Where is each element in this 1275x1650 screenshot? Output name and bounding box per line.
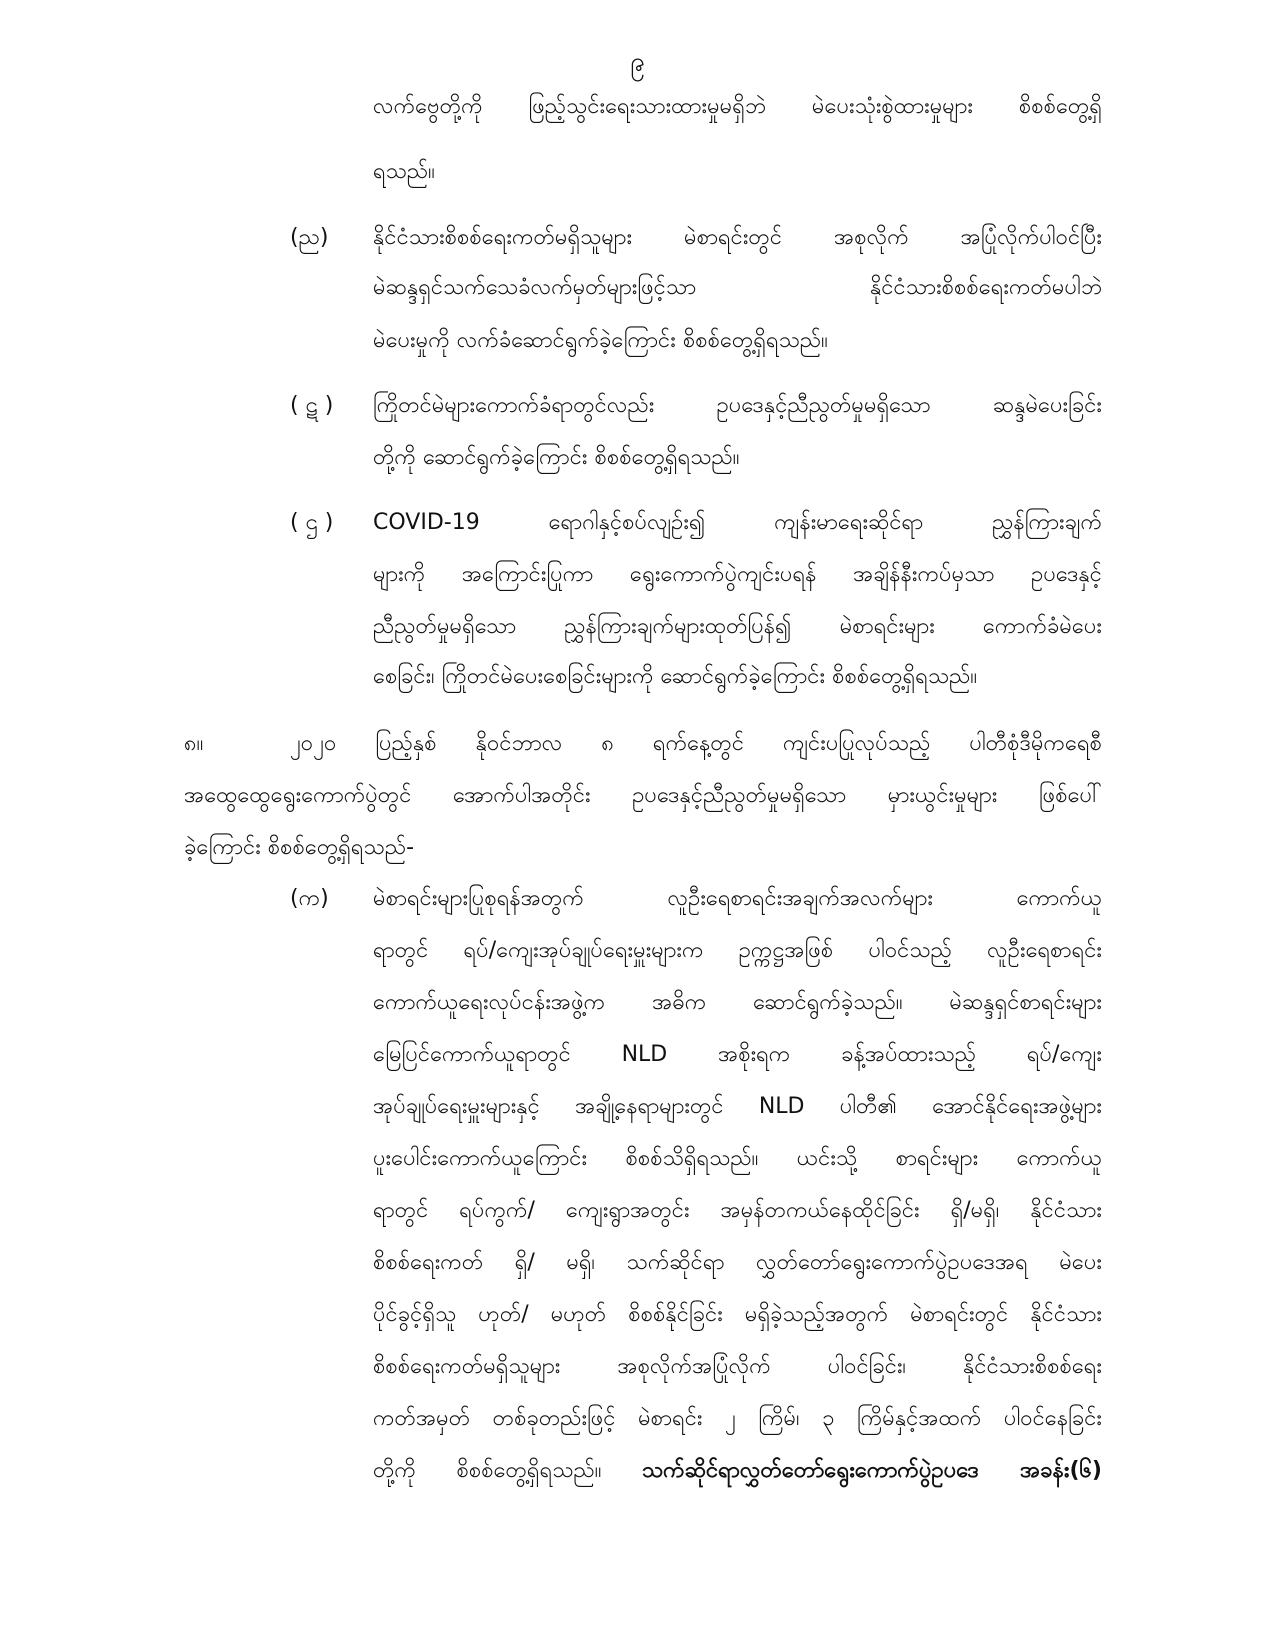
section-line-2: အထွေထွေရွေးကောက်ပွဲတွင် အောက်ပါအတိုင်း ဥပဒေနှင့်ညီညွတ်မှုမရှိသော မှားယွင်းမှုများ ဖြစ်ပေါ်: [184, 783, 1102, 808]
sub-item-line-8: စိစစ်ရေးကတ် ရှိ/ မရှိ၊ သက်ဆိုင်ရာ လွှတ်တော်ရွေးကောက်ပွဲဥပဒေအရ မဲပေး: [373, 1250, 1102, 1275]
sub-item-line-9: ပိုင်ခွင့်ရှိသူ ဟုတ်/ မဟုတ် စိစစ်နိုင်ခြင်း မရှိခဲ့သည့်အတွက် မဲစာရင်းတွင် နိုင်ငံသား: [373, 1302, 1102, 1327]
section-line-1: ၂၀၂၀ ပြည့်နှစ် နိုဝင်ဘာလ ၈ ရက်နေ့တွင် ကျင်းပပြုလုပ်သည့် ပါတီစုံဒီမိုကရေစီ: [290, 731, 1102, 756]
sub-item-last-line-regular: တို့ကို စိစစ်တွေ့ရှိရသည်။: [373, 1458, 602, 1483]
sub-item-line-6: ပူးပေါင်းကောက်ယူကြောင်း စိစစ်သိရှိရသည်။ ယင်းသို့ စာရင်းများ ကောက်ယူ: [373, 1146, 1102, 1171]
sub-item-line-12: [373, 1456, 1102, 1486]
page-number: ၉: [630, 47, 645, 77]
sub-item-line-1: မဲစာရင်းများပြုစုရန်အတွက် လူဦးရေစာရင်းအချက်အလက်များ ကောက်ယူ: [373, 886, 1102, 911]
item-ttha-line-3: ညီညွတ်မှုမရှိသော ညွှန်ကြားချက်များထုတ်ပြန်၍ မဲစာရင်းများ ကောက်ခံမဲပေး: [373, 614, 1102, 639]
item-nya-line-3: မဲပေးမှုကို လက်ခံဆောင်ရွက်ခဲ့ကြောင်း စိစစ်တွေ့ရှိရသည်။: [373, 328, 828, 353]
sub-item-marker-ka: (က): [290, 886, 329, 911]
sub-item-line-2: ရာတွင် ရပ်/ကျေးအုပ်ချုပ်ရေးမှူးများက ဥက္ကဋ္ဌအဖြစ် ပါဝင်သည့် လူဦးရေစာရင်း: [373, 938, 1102, 963]
item-nya-line-2: မဲဆန္ဒရှင်သက်သေခံလက်မှတ်များဖြင့်သာ နိုင်ငံသားစိစစ်ရေးကတ်မပါဘဲ: [373, 275, 1102, 300]
item-tta-line-1: ကြိုတင်မဲများကောက်ခံရာတွင်လည်း ဥပဒေနှင့်ညီညွတ်မှုမရှိသော ဆန္ဒမဲပေးခြင်း: [373, 393, 1102, 418]
item-marker-ttha: ( ဌ ): [290, 510, 334, 535]
item-tta-line-2: တို့ကို ဆောင်ရွက်ခဲ့ကြောင်း စိစစ်တွေ့ရှိရသည်။: [373, 445, 740, 470]
item-marker-nya: (ည): [290, 225, 329, 250]
sub-item-line-4: မြေပြင်ကောက်ယူရာတွင် NLD အစိုးရက ခန့်အပ်ထားသည့် ရပ်/ကျေး: [373, 1042, 1102, 1067]
continuation-line-1: လက်ဗွေတို့ကို ဖြည့်သွင်းရေးသားထားမှုမရှိဘဲ မဲပေးသုံးစွဲထားမှုများ စိစစ်တွေ့ရှိ: [373, 94, 1102, 119]
item-ttha-line-1: COVID-19 ရောဂါနှင့်စပ်လျဉ်း၍ ကျန်းမာရေးဆိုင်ရာ ညွှန်ကြားချက်: [373, 510, 1102, 535]
sub-item-line-11: ကတ်အမှတ် တစ်ခုတည်းဖြင့် မဲစာရင်း ၂ ကြိမ်၊ ၃ ကြိမ်နှင့်အထက် ပါဝင်နေခြင်း: [373, 1406, 1102, 1431]
sub-item-line-7: ရာတွင် ရပ်ကွက်/ ကျေးရွာအတွင်း အမှန်တကယ်နေထိုင်ခြင်း ရှိ/မရှိ၊ နိုင်ငံသား: [373, 1198, 1102, 1223]
sub-item-line-3: ကောက်ယူရေးလုပ်ငန်းအဖွဲ့က အဓိက ဆောင်ရွက်ခဲ့သည်။ မဲဆန္ဒရှင်စာရင်းများ: [373, 990, 1102, 1015]
item-marker-tta: ( ဋ ): [290, 393, 334, 418]
item-ttha-line-2: များကို အကြောင်းပြုကာ ရွေးကောက်ပွဲကျင်းပရန် အချိန်နီးကပ်မှသာ ဥပဒေနှင့်: [373, 562, 1102, 587]
sub-item-line-10: စိစစ်ရေးကတ်မရှိသူများ အစုလိုက်အပြုံလိုက် ပါဝင်ခြင်း၊ နိုင်ငံသားစိစစ်ရေး: [373, 1354, 1102, 1379]
sub-item-line-5: အုပ်ချုပ်ရေးမှူးများနှင့် အချို့နေရာများတွင် NLD ပါတီ၏ အောင်နိုင်ရေးအဖွဲ့များ: [373, 1094, 1102, 1119]
section-line-3: ခဲ့ကြောင်း စိစစ်တွေ့ရှိရသည်-: [184, 835, 415, 860]
item-ttha-line-4: စေခြင်း၊ ကြိုတင်မဲပေးစေခြင်းများကို ဆောင်ရွက်ခဲ့ကြောင်း စိစစ်တွေ့ရှိရသည်။: [373, 664, 978, 689]
section-number: ၈။: [184, 731, 204, 756]
sub-item-last-line-bold: သက်ဆိုင်ရာလွှတ်တော်ရွေးကောက်ပွဲဥပဒေ အခန်း(၆): [641, 1458, 1102, 1483]
item-nya-line-1: နိုင်ငံသားစိစစ်ရေးကတ်မရှိသူများ မဲစာရင်းတွင် အစုလိုက် အပြုံလိုက်ပါဝင်ပြီး: [373, 225, 1102, 250]
continuation-line-2: ရသည်။: [373, 159, 435, 184]
